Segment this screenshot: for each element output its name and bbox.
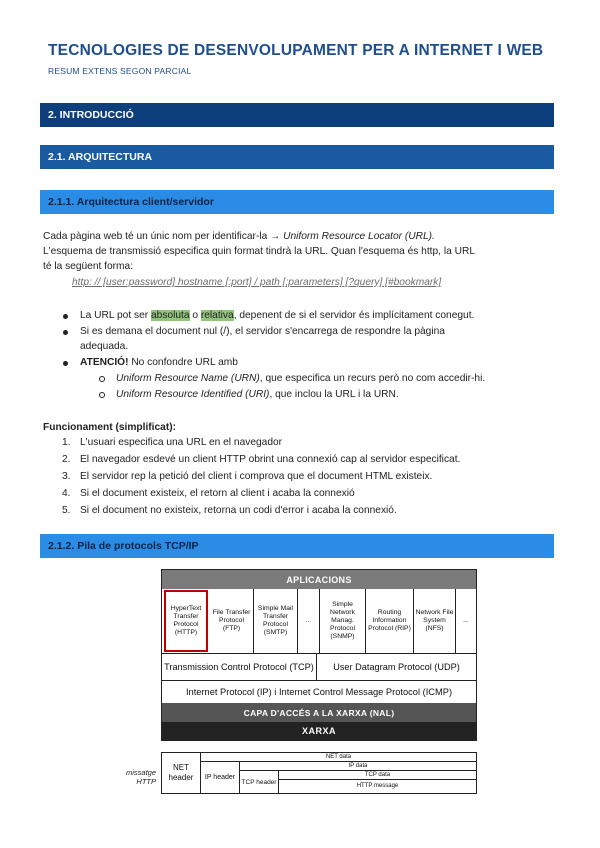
step-text: L'usuari especifica una URL en el navegador [80,437,283,448]
section-heading-arquitectura: 2.1. ARQUITECTURA [40,145,554,169]
protocol-smtp: Simple Mail Transfer Protocol (SMTP) [254,589,298,653]
intro-text: Cada pàgina web té un únic nom per identificar-la → [43,231,284,242]
layer-udp: User Datagram Protocol (UDP) [317,653,476,680]
tcp-data: TCP data [278,770,477,780]
highlight-relativa: relativa [200,310,234,321]
document-title: TECNOLOGIES DE DESENVOLUPAMENT PER A INTERNET I WEB [48,42,544,59]
layer-aplicacions: APLICACIONS [162,570,476,589]
urn-term: Uniform Resource Name (URN) [116,373,260,384]
uri-term: Uniform Resource Identified (URI) [116,389,270,400]
bullet-text: La URL pot ser [80,310,151,321]
ip-data: IP data [239,761,477,771]
sub-bullet-circle [99,376,105,382]
bullet-atencio [80,355,238,370]
bullet-text: , depenent de si el servidor és implícitament conegut. [233,310,475,321]
protocol-ellipsis: ... [463,617,469,624]
step-number: 1. [62,437,71,448]
step-text: El navegador esdevé un client HTTP obrint una connexió cap al servidor especificat. [80,454,461,465]
bullet-text: , que especifica un recurs però no com accedir-hi. [259,373,486,384]
bullet-dot [63,314,68,319]
intro-line-2: L'esquema de transmissió especifica quin format tindrà la URL. Quan l'esquema és http, la URL [43,246,475,257]
step-number: 2. [62,454,71,465]
url-term: Uniform Resource Locator (URL). [283,231,435,242]
layer-nal: CAPA D'ACCÉS A LA XARXA (NAL) [162,703,476,722]
http-message: HTTP message [278,779,477,794]
protocol-ftp: File Transfer Protocol (FTP) [210,589,254,653]
highlight-absoluta: absoluta [150,310,190,321]
bullet-text: o [189,310,201,321]
protocol-snmp: Simple Network Manag. Protocol (SNMP) [320,589,366,653]
step-number: 3. [62,471,71,482]
step-number: 4. [62,488,71,499]
section-heading-introduccio: 2. INTRODUCCIÓ [40,103,554,127]
intro-line-3: té la següent forma: [43,261,134,272]
bullet-dot [63,330,68,335]
bullet-document-nul: Si es demana el document nul (/), el servidor s'encarrega de respondre la pàgina [80,326,445,337]
packet-label: missatge HTTP [125,768,156,786]
bullet-text: , que inclou la URL i la URN. [269,389,399,400]
document-subtitle: RESUM EXTENS SEGON PARCIAL [48,66,192,76]
sub-bullet-urn [116,371,485,386]
sub-bullet-circle [99,392,105,398]
net-header: NET header [161,752,201,794]
bullet-dot [63,361,68,366]
step-number: 5. [62,505,71,516]
section-heading-tcp-ip: 2.1.2. Pila de protocols TCP/IP [40,534,554,558]
protocol-nfs: Network File System (NFS) [414,589,456,653]
layer-ip-icmp: Internet Protocol (IP) i Internet Control Message Protocol (ICMP) [162,680,476,703]
bullet-text: No confondre URL amb [128,357,238,368]
section-heading-client-servidor: 2.1.1. Arquitectura client/servidor [40,190,554,214]
intro-line-1 [43,229,435,244]
bullet-absolute-relative [80,308,474,323]
net-data: NET data [200,752,477,762]
tcp-ip-stack-diagram [161,569,477,741]
protocol-ellipsis: ... [298,589,320,653]
layer-tcp: Transmission Control Protocol (TCP) [162,653,317,680]
protocol-rip: Routing Information Protocol (RIP) [366,589,414,653]
bullet-document-nul-cont: adequada. [80,341,129,352]
atencio-label: ATENCIÓ! [80,357,129,368]
sub-bullet-uri [116,387,399,402]
step-text: El servidor rep la petició del client i comprova que el document HTML existeix. [80,471,433,482]
step-text: Si el document existeix, el retorn al client i acaba la connexió [80,488,355,499]
step-text: Si el document no existeix, retorna un codi d'error i acaba la connexió. [80,505,397,516]
protocol-http: HyperText Transfer Protocol (HTTP) [164,590,208,652]
url-format: http: // [user:password] hostname [:port] / path [;parameters] [?query] [#bookmark] [72,277,442,288]
ip-header: IP header [200,761,240,794]
funcionament-heading: Funcionament (simplificat): [43,422,177,433]
tcp-header: TCP header [239,770,279,794]
layer-xarxa: XARXA [162,722,476,740]
